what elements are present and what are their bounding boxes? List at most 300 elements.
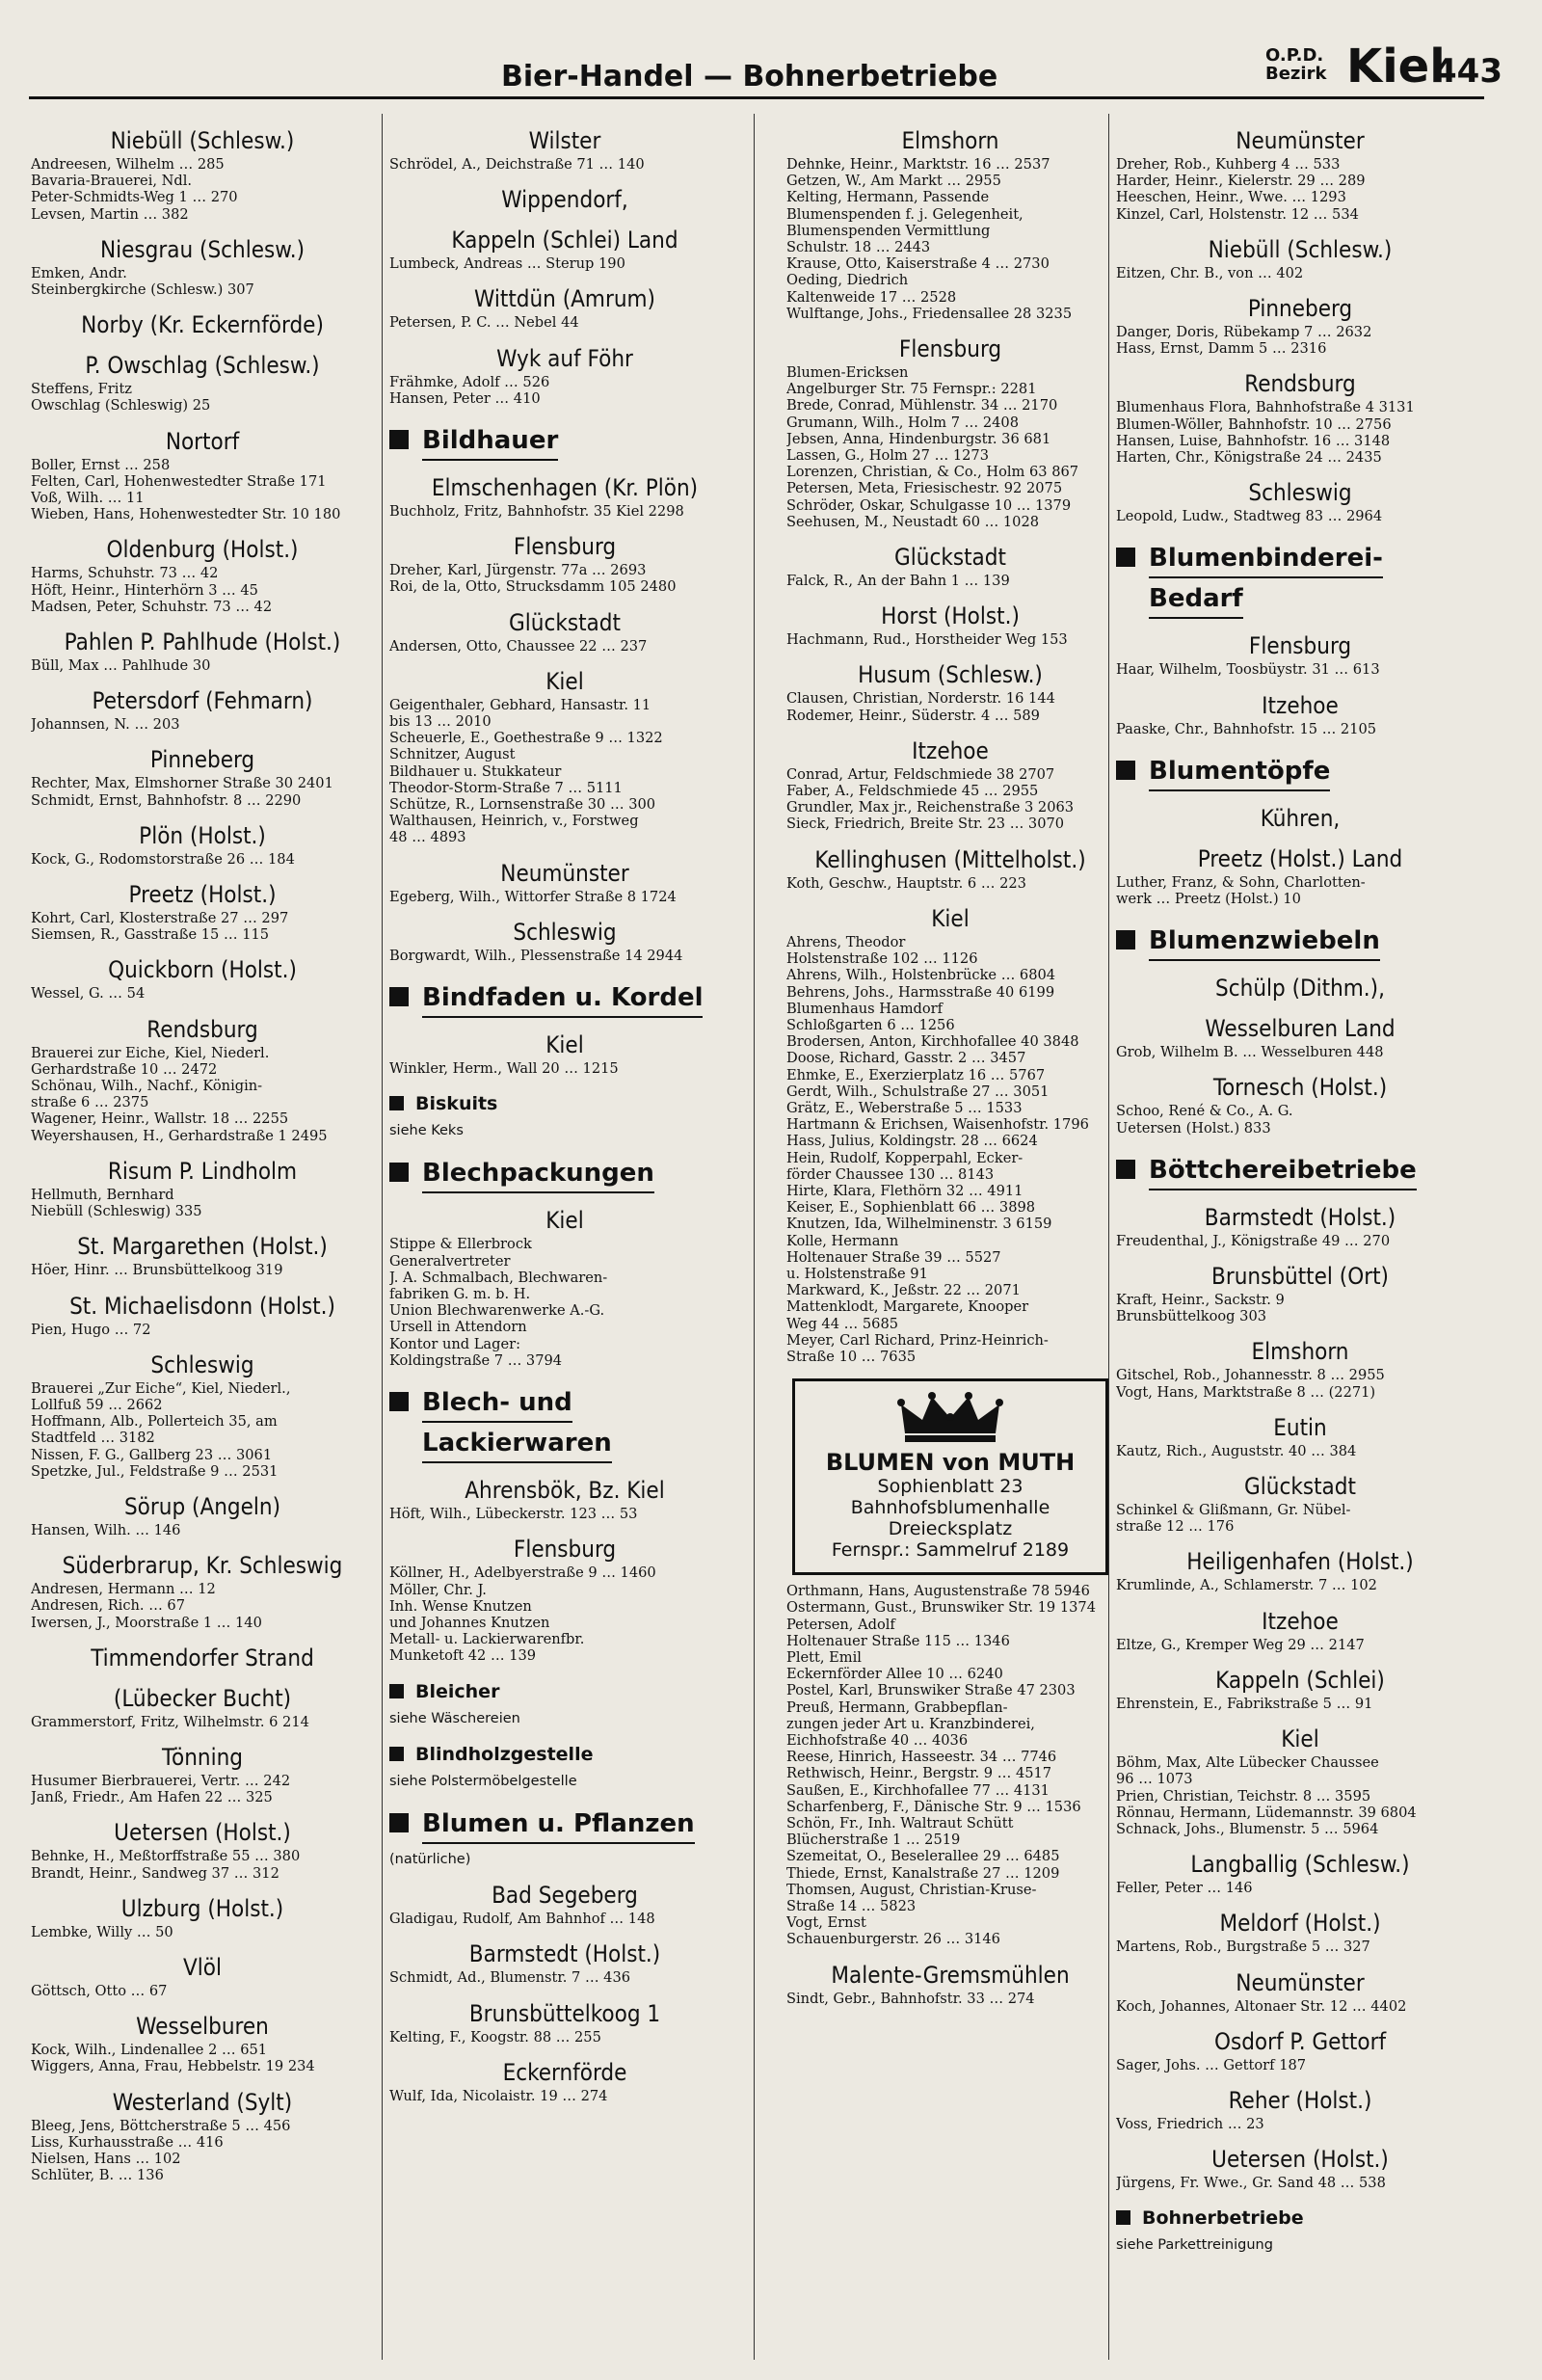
listing-entry: Schnack, Johs., Blumenstr. 5 … 5964 [1116, 1820, 1379, 1837]
town-heading: Tönning [161, 1743, 244, 1771]
town-heading: Kiel [545, 1031, 584, 1059]
listing-entry: Keiser, E., Sophienblatt 66 … 3898 [786, 1199, 1036, 1217]
listing-entry: Winkler, Herm., Wall 20 … 1215 [389, 1060, 619, 1078]
listing-entry: Schloßgarten 6 … 1256 [786, 1016, 955, 1033]
category-heading [1116, 540, 1484, 578]
town-heading: Itzehoe [912, 736, 989, 764]
listing-entry: Blumenhaus Flora, Bahnhofstraße 4 3131 [1116, 399, 1415, 416]
town-heading: Wesselburen Land [1205, 1015, 1396, 1043]
category-marker-icon [1116, 761, 1135, 780]
listing-entry: Hirte, Klara, Flethörn 32 … 4911 [786, 1182, 1024, 1199]
listing-entry: Gerdt, Wilh., Schulstraße 27 … 3051 [786, 1083, 1050, 1100]
town-heading: Horst (Holst.) [881, 602, 1020, 630]
listing-entry: Husumer Bierbrauerei, Vertr. … 242 [31, 1772, 291, 1789]
listing-entry: Martens, Rob., Burgstraße 5 … 327 [1116, 1939, 1370, 1956]
town-heading: Plön (Holst.) [139, 821, 266, 849]
listing-entry: Feller, Peter … 146 [1116, 1880, 1253, 1897]
town-heading: Brunsbüttelkoog 1 [468, 1999, 661, 2027]
category-title: Blech- und [422, 1384, 572, 1423]
listing-entry: Andresen, Rich. … 67 [31, 1597, 186, 1615]
town-heading: Wesselburen [136, 2013, 269, 2041]
listing-entry: Knutzen, Ida, Wilhelminenstr. 3 6159 [786, 1216, 1052, 1233]
category-heading [1116, 1152, 1484, 1190]
category-marker-icon [1116, 930, 1135, 949]
listing-entry: u. Holstenstraße 91 [786, 1265, 928, 1282]
listing-entry: Gladigau, Rudolf, Am Bahnhof … 148 [389, 1911, 655, 1928]
town-heading: Oldenburg (Holst.) [106, 536, 299, 564]
listing-entry: Weg 44 … 5685 [786, 1315, 899, 1332]
listing-entry: Wessel, G. … 54 [31, 985, 146, 1003]
category-title: Blumen u. Pflanzen [422, 1805, 695, 1844]
town-heading: Uetersen (Holst.) [1211, 2146, 1389, 2174]
listing-entry: Lorenzen, Christian, & Co., Holm 63 867 [786, 464, 1079, 481]
town-heading: Kiel [545, 667, 584, 695]
category-heading [389, 1680, 740, 1703]
listing-entry: Kontor und Lager: [389, 1335, 521, 1352]
listing-entry: Faber, A., Feldschmiede 45 … 2955 [786, 783, 1039, 800]
listing-entry: Eichhofstraße 40 … 4036 [786, 1732, 969, 1749]
listing-entry: Kohrt, Carl, Klosterstraße 27 … 297 [31, 910, 289, 927]
listing-entry: Hachmann, Rud., Horstheider Weg 153 [786, 631, 1068, 649]
listing-entry: Ehrenstein, E., Fabrikstraße 5 … 91 [1116, 1695, 1373, 1712]
listing-entry: Eitzen, Chr. B., von … 402 [1116, 264, 1304, 281]
town-heading: Glückstadt [509, 608, 621, 636]
ad-title: BLUMEN von MUTH [825, 1449, 1076, 1477]
listing-entry: Felten, Carl, Hohenwestedter Straße 171 [31, 472, 327, 490]
town-heading: Barmstedt (Holst.) [468, 1940, 661, 1968]
listing-entry: Theodor-Storm-Straße 7 … 5111 [389, 779, 623, 796]
category-title: Blindholzgestelle [415, 1743, 594, 1765]
listing-entry: Generalvertreter [389, 1252, 511, 1270]
advertisement-box [792, 1378, 1108, 1575]
listing-entry: Höer, Hinr. … Brunsbüttelkoog 319 [31, 1262, 283, 1279]
listing-entry: Brandt, Heinr., Sandweg 37 … 312 [31, 1864, 279, 1882]
listing-entry: Brauerei zur Eiche, Kiel, Niederl. [31, 1044, 270, 1061]
listing-entry: Paaske, Chr., Bahnhofstr. 15 … 2105 [1116, 720, 1377, 737]
listing-entry: Petersen, Adolf [786, 1616, 895, 1633]
listing-entry: Egeberg, Wilh., Wittorfer Straße 8 1724 [389, 888, 677, 905]
listing-entry: Harms, Schuhstr. 73 … 42 [31, 565, 219, 582]
town-heading: Meldorf (Holst.) [1219, 1910, 1381, 1938]
category-title: Biskuits [415, 1093, 498, 1115]
listing-entry: Geigenthaler, Gebhard, Hansastr. 11 [389, 696, 651, 713]
listing-entry: Weyershausen, H., Gerhardstraße 1 2495 [31, 1127, 328, 1144]
town-heading: Flensburg [513, 1536, 617, 1564]
town-heading: Süderbrarup, Kr. Schleswig [62, 1552, 343, 1580]
listing-entry: Schmidt, Ad., Blumenstr. 7 … 436 [389, 1969, 631, 1987]
listing-entry: Rönnau, Hermann, Lüdemannstr. 39 6804 [1116, 1804, 1417, 1821]
town-heading: Wittdün (Amrum) [474, 285, 655, 313]
listing-entry: Borgwardt, Wilh., Plessenstraße 14 2944 [389, 947, 683, 964]
listing-entry: Madsen, Peter, Schuhstr. 73 … 42 [31, 598, 273, 615]
listing-entry: Stippe & Ellerbrock [389, 1236, 532, 1253]
listing-entry: Grätz, E., Weberstraße 5 … 1533 [786, 1099, 1023, 1116]
listing-entry: Ursell in Attendorn [389, 1319, 527, 1336]
listing-entry: Schönau, Wilh., Nachf., Königin- [31, 1078, 263, 1095]
listing-entry: Markward, K., Jeßstr. 22 … 2071 [786, 1282, 1021, 1299]
crown-icon [897, 1391, 1003, 1443]
town-heading: Kiel [545, 1207, 584, 1235]
category-marker-icon [389, 430, 409, 449]
listing-entry: Hartmann & Erichsen, Waisenhofstr. 1796 [786, 1116, 1089, 1134]
listing-entry: Petersen, P. C. … Nebel 44 [389, 314, 579, 332]
town-heading: Glückstadt [1244, 1473, 1356, 1501]
listing-entry: Scharfenberg, F., Dänische Str. 9 … 1536 [786, 1798, 1081, 1815]
category-marker-icon [389, 1813, 409, 1832]
town-heading: Flensburg [898, 335, 1002, 363]
listing-entry: und Johannes Knutzen [389, 1614, 550, 1631]
town-heading: Itzehoe [1262, 691, 1339, 719]
listing-entry: Iwersen, J., Moorstraße 1 … 140 [31, 1614, 262, 1631]
listing-entry: Frähmke, Adolf … 526 [389, 373, 550, 390]
listing-entry: straße 12 … 176 [1116, 1518, 1235, 1536]
listing-entry: Ahrens, Wilh., Holstenbrücke … 6804 [786, 967, 1056, 984]
category-title: Bindfaden u. Kordel [422, 979, 703, 1018]
listing-entry: Plett, Emil [786, 1648, 862, 1666]
listing-entry: Haar, Wilhelm, Toosbüystr. 31 … 613 [1116, 661, 1380, 679]
listing-entry: Koch, Johannes, Altonaer Str. 12 … 4402 [1116, 1997, 1407, 2015]
listing-entry: förder Chaussee 130 … 8143 [786, 1165, 995, 1183]
listing-entry: Böhm, Max, Alte Lübecker Chaussee [1116, 1754, 1379, 1772]
listing-entry: Prien, Christian, Teichstr. 8 … 3595 [1116, 1787, 1371, 1805]
listing-entry: Behrens, Johs., Harmsstraße 40 6199 [786, 983, 1055, 1001]
listing-entry: Grumann, Wilh., Holm 7 … 2408 [786, 414, 1019, 431]
listing-entry: Nielsen, Hans … 102 [31, 2150, 181, 2167]
listing-entry: Mattenklodt, Margarete, Knooper [786, 1298, 1029, 1316]
listing-entry: Dreher, Karl, Jürgenstr. 77a … 2693 [389, 562, 647, 579]
listing-entry: Szemeitat, O., Beselerallee 29 … 6485 [786, 1848, 1060, 1865]
town-heading: Kellinghusen (Mittelholst.) [814, 845, 1086, 873]
town-heading: P. Owschlag (Schlesw.) [85, 352, 320, 380]
listing-entry: Clausen, Christian, Norderstr. 16 144 [786, 690, 1055, 708]
listing-entry: Eckernförder Allee 10 … 6240 [786, 1666, 1003, 1683]
listing-entry: Meyer, Carl Richard, Prinz-Heinrich- [786, 1331, 1049, 1349]
listing-entry: Reese, Hinrich, Hasseestr. 34 … 7746 [786, 1749, 1057, 1766]
listing-entry: Doose, Richard, Gasstr. 2 … 3457 [786, 1050, 1026, 1067]
listing-entry: Thiede, Ernst, Kanalstraße 27 … 1209 [786, 1864, 1060, 1882]
listing-entry: Rodemer, Heinr., Süderstr. 4 … 589 [786, 707, 1040, 724]
town-heading: Wippendorf, [501, 186, 628, 214]
category-marker-icon [1116, 1160, 1135, 1179]
town-heading: Elmshorn [1251, 1338, 1349, 1366]
town-heading: Neumünster [1236, 127, 1365, 154]
listing-entry: Inh. Wense Knutzen [389, 1597, 532, 1615]
listing-entry: Kock, G., Rodomstorstraße 26 … 184 [31, 850, 295, 868]
listing-entry: Koldingstraße 7 … 3794 [389, 1351, 563, 1369]
listing-entry: werk … Preetz (Holst.) 10 [1116, 891, 1301, 908]
town-heading: Rendsburg [1244, 370, 1356, 398]
category-title: Lackierwaren [422, 1425, 612, 1463]
town-heading: Wyk auf Föhr [496, 344, 633, 372]
listing-entry: Brede, Conrad, Mühlenstr. 34 … 2170 [786, 397, 1058, 414]
category-marker-icon [1116, 2210, 1130, 2225]
listing-entry: Saußen, E., Kirchhofallee 77 … 4131 [786, 1781, 1050, 1799]
listing-entry: Wagener, Heinr., Wallstr. 18 … 2255 [31, 1110, 289, 1128]
listing-entry: Leopold, Ludw., Stadtweg 83 … 2964 [1116, 508, 1383, 525]
town-heading: Niebüll (Schlesw.) [110, 127, 295, 154]
category-heading [389, 422, 740, 461]
listing-entry: zungen jeder Art u. Kranzbinderei, [786, 1715, 1035, 1732]
column-3 [786, 114, 1114, 2360]
category-heading [389, 1155, 740, 1193]
town-heading: (Lübecker Bucht) [113, 1684, 292, 1712]
listing-entry: Liss, Kurhausstraße … 416 [31, 2133, 224, 2151]
listing-entry: Hansen, Luise, Bahnhofstr. 16 … 3148 [1116, 432, 1391, 449]
listing-entry: Freudenthal, J., Königstraße 49 … 270 [1116, 1232, 1391, 1249]
town-heading: Pinneberg [149, 746, 255, 774]
cross-reference: siehe Parkettreinigung [1116, 2237, 1273, 2254]
ad-line: Dreiecksplatz [888, 1518, 1013, 1540]
listing-entry: Schoo, René & Co., A. G. [1116, 1103, 1293, 1120]
listing-entry: Blumenspenden f. j. Gelegenheit, [786, 205, 1024, 223]
listing-entry: Hass, Ernst, Damm 5 … 2316 [1116, 340, 1327, 358]
listing-entry: Kelting, F., Koogstr. 88 … 255 [389, 2028, 601, 2046]
town-heading: Kappeln (Schlei) Land [451, 227, 678, 254]
town-heading: St. Michaelisdonn (Holst.) [69, 1292, 335, 1320]
category-heading [389, 1743, 740, 1766]
listing-entry: Blumenhaus Hamdorf [786, 1000, 944, 1017]
category-heading [1116, 2206, 1484, 2230]
listing-entry: Nissen, F. G., Gallberg 23 … 3061 [31, 1446, 273, 1463]
listing-entry: Hass, Julius, Koldingstr. 28 … 6624 [786, 1133, 1038, 1150]
listing-entry: Hellmuth, Bernhard [31, 1186, 174, 1203]
category-marker-icon [389, 1163, 409, 1182]
listing-entry: Buchholz, Fritz, Bahnhofstr. 35 Kiel 2298 [389, 503, 684, 521]
town-heading: Elmshorn [901, 127, 999, 154]
listing-entry: Kautz, Rich., Auguststr. 40 … 384 [1116, 1442, 1357, 1459]
category-title: Blechpackungen [422, 1155, 654, 1193]
town-heading: Eckernförde [502, 2058, 627, 2086]
listing-entry: Hein, Rudolf, Kopperpahl, Ecker- [786, 1149, 1024, 1166]
category-title: Bleicher [415, 1680, 500, 1702]
listing-entry: Kraft, Heinr., Sackstr. 9 [1116, 1292, 1285, 1309]
listing-entry: Seehusen, M., Neustadt 60 … 1028 [786, 513, 1040, 530]
listing-entry: Metall- u. Lackierwarenfbr. [389, 1631, 585, 1648]
listing-entry: Blumen-Wöller, Bahnhofstr. 10 … 2756 [1116, 415, 1392, 433]
listing-entry: Holtenauer Straße 115 … 1346 [786, 1632, 1010, 1649]
listing-entry: Jebsen, Anna, Hindenburgstr. 36 681 [786, 430, 1051, 447]
listing-entry: Schrödel, A., Deichstraße 71 … 140 [389, 156, 645, 173]
listing-entry: Rethwisch, Heinr., Bergstr. 9 … 4517 [786, 1765, 1052, 1782]
category-heading [1116, 753, 1484, 791]
listing-entry: Straße 10 … 7635 [786, 1348, 917, 1365]
listing-entry: Schauenburgerstr. 26 … 3146 [786, 1931, 1000, 1948]
listing-entry: Ehmke, E., Exerzierplatz 16 … 5767 [786, 1066, 1046, 1083]
page-header [29, 39, 1502, 99]
category-marker-icon [389, 987, 409, 1006]
town-heading: Rendsburg [146, 1015, 258, 1043]
listing-entry: Thomsen, August, Christian-Kruse- [786, 1881, 1037, 1898]
listing-entry: Scheuerle, E., Goethestraße 9 … 1322 [389, 730, 663, 747]
cross-reference: (natürliche) [389, 1851, 471, 1867]
column-divider [382, 114, 383, 2360]
listing-entry: Rechter, Max, Elmshorner Straße 30 2401 [31, 775, 333, 792]
listing-entry: Owschlag (Schleswig) 25 [31, 397, 211, 414]
town-heading: Langballig (Schlesw.) [1190, 1851, 1410, 1879]
town-heading: Kiel [931, 904, 970, 932]
town-heading: Petersdorf (Fehmarn) [92, 687, 313, 715]
listing-entry: straße 6 … 2375 [31, 1094, 149, 1111]
town-heading: Vlöl [183, 1953, 222, 1981]
listing-entry: Stadtfeld … 3182 [31, 1430, 155, 1447]
listing-entry: Emken, Andr. [31, 264, 127, 281]
town-heading: Preetz (Holst.) [128, 881, 277, 909]
listing-entry: Holstenstraße 102 … 1126 [786, 950, 978, 968]
category-marker-icon [389, 1747, 404, 1761]
listing-entry: Brunsbüttelkoog 303 [1116, 1308, 1267, 1325]
category-title: Blumenbinderei- [1149, 540, 1383, 578]
listing-entry: Schlüter, B. … 136 [31, 2167, 164, 2184]
category-title: Blumentöpfe [1149, 753, 1330, 791]
listing-entry: Andersen, Otto, Chaussee 22 … 237 [389, 637, 648, 655]
category-heading [389, 1384, 740, 1423]
listing-entry: Höft, Wilh., Lübeckerstr. 123 … 53 [389, 1506, 638, 1523]
listing-entry: Postel, Karl, Brunswiker Straße 47 2303 [786, 1682, 1076, 1699]
listing-entry: Danger, Doris, Rübekamp 7 … 2632 [1116, 324, 1372, 341]
town-heading: Osdorf P. Gettorf [1213, 2027, 1387, 2055]
listing-entry: Hoffmann, Alb., Pollerteich 35, am [31, 1413, 278, 1431]
category-heading [389, 1092, 740, 1115]
cross-reference: siehe Keks [389, 1123, 464, 1139]
category-title: Bohnerbetriebe [1142, 2207, 1304, 2230]
listing-entry: Sindt, Gebr., Bahnhofstr. 33 … 274 [786, 1990, 1035, 2007]
town-heading: Niesgrau (Schlesw.) [99, 235, 305, 263]
listing-entry: fabriken G. m. b. H. [389, 1286, 531, 1303]
town-heading: Husum (Schlesw.) [858, 661, 1043, 689]
listing-entry: Dreher, Rob., Kuhberg 4 … 533 [1116, 156, 1341, 173]
town-heading: Schleswig [513, 918, 617, 946]
listing-entry: Blumen-Ericksen [786, 364, 909, 382]
listing-entry: Höft, Heinr., Hinterhörn 3 … 45 [31, 581, 258, 599]
town-heading: Pinneberg [1247, 295, 1353, 323]
town-heading: Flensburg [1248, 632, 1352, 660]
town-heading: Ulzburg (Holst.) [120, 1894, 284, 1922]
listing-entry: Brauerei „Zur Eiche“, Kiel, Niederl., [31, 1379, 291, 1397]
listing-entry: Kock, Wilh., Lindenallee 2 … 651 [31, 2042, 268, 2059]
town-heading: Kappeln (Schlei) [1215, 1666, 1385, 1694]
town-heading: Reher (Holst.) [1228, 2086, 1372, 2114]
town-heading: Schülp (Dithm.), [1215, 975, 1385, 1003]
listing-entry: Janß, Friedr., Am Hafen 22 … 325 [31, 1789, 273, 1806]
listing-entry: Krause, Otto, Kaiserstraße 4 … 2730 [786, 255, 1050, 273]
town-heading: Neumünster [1236, 1968, 1365, 1996]
town-heading: Tornesch (Holst.) [1212, 1074, 1388, 1102]
listing-entry: Angelburger Str. 75 Fernspr.: 2281 [786, 381, 1037, 398]
listing-entry: Walthausen, Heinrich, v., Forstweg [389, 813, 639, 830]
listing-entry: Straße 14 … 5823 [786, 1898, 917, 1915]
listing-entry: Vogt, Hans, Marktstraße 8 … (2271) [1116, 1383, 1376, 1401]
listing-entry: Gitschel, Rob., Johannesstr. 8 … 2955 [1116, 1367, 1385, 1384]
town-heading: Barmstedt (Holst.) [1204, 1203, 1396, 1231]
listing-entry: Roi, de la, Otto, Strucksdamm 105 2480 [389, 578, 677, 596]
listing-entry: Krumlinde, A., Schlamerstr. 7 … 102 [1116, 1577, 1377, 1594]
town-heading: Schleswig [150, 1350, 254, 1378]
listing-entry: Köllner, H., Adelbyerstraße 9 … 1460 [389, 1564, 656, 1582]
listing-entry: Behnke, H., Meßtorffstraße 55 … 380 [31, 1848, 301, 1865]
listing-entry: Orthmann, Hans, Augustenstraße 78 5946 [786, 1583, 1090, 1600]
listing-entry: Steffens, Fritz [31, 381, 132, 398]
listing-entry: Blumenspenden Vermittlung [786, 222, 991, 239]
column-4 [1116, 114, 1484, 2360]
listing-entry: Siemsen, R., Gasstraße 15 … 115 [31, 926, 270, 944]
listing-entry: Schön, Fr., Inh. Waltraut Schütt [786, 1815, 1014, 1832]
town-heading: Norby (Kr. Eckernförde) [81, 311, 324, 339]
town-heading: Eutin [1273, 1413, 1327, 1441]
ad-line: Fernspr.: Sammelruf 2189 [831, 1539, 1070, 1562]
cross-reference: siehe Polstermöbelgestelle [389, 1773, 577, 1789]
category-heading [389, 979, 740, 1018]
listing-entry: Johannsen, N. … 203 [31, 716, 180, 734]
town-heading: Wilster [528, 127, 601, 154]
town-heading: Kiel [1281, 1725, 1319, 1753]
listing-entry: Harder, Heinr., Kielerstr. 29 … 289 [1116, 173, 1366, 190]
town-heading: Kühren, [1260, 804, 1341, 832]
listing-entry: Union Blechwarenwerke A.-G. [389, 1302, 605, 1320]
listing-entry: Oeding, Diedrich [786, 272, 909, 289]
listing-entry: Voß, Wilh. … 11 [31, 490, 145, 507]
listing-entry: Bavaria-Brauerei, Ndl. [31, 173, 193, 190]
listing-entry: Peter-Schmidts-Weg 1 … 270 [31, 189, 238, 206]
listing-entry: Uetersen (Holst.) 833 [1116, 1119, 1271, 1137]
listing-entry: Preuß, Hermann, Grabbepflan- [786, 1698, 1008, 1716]
cross-reference: siehe Wäschereien [389, 1710, 520, 1726]
category-marker-icon [389, 1096, 404, 1110]
running-title: Bier-Handel — Bohnerbetriebe [501, 60, 998, 94]
listing-entry: Conrad, Artur, Feldschmiede 38 2707 [786, 765, 1055, 783]
listing-entry: Eltze, G., Kremper Weg 29 … 2147 [1116, 1636, 1365, 1653]
listing-entry: Holtenauer Straße 39 … 5527 [786, 1248, 1001, 1266]
listing-entry: Brodersen, Anton, Kirchhofallee 40 3848 [786, 1033, 1079, 1051]
category-heading [389, 1805, 740, 1844]
column-1 [31, 114, 374, 2360]
listing-entry: Hansen, Wilh. … 146 [31, 1521, 181, 1538]
town-heading: Niebüll (Schlesw.) [1208, 235, 1393, 263]
category-heading [1116, 580, 1484, 619]
listing-entry: Vogt, Ernst [786, 1914, 866, 1932]
listing-entry: Sieck, Friedrich, Breite Str. 23 … 3070 [786, 816, 1065, 833]
town-heading: Ahrensbök, Bz. Kiel [465, 1477, 665, 1505]
listing-entry: Spetzke, Jul., Feldstraße 9 … 2531 [31, 1462, 279, 1480]
town-heading: Timmendorfer Strand [91, 1644, 314, 1671]
listing-entry: Grammerstorf, Fritz, Wilhelmstr. 6 214 [31, 1713, 309, 1730]
category-marker-icon [389, 1684, 404, 1698]
town-heading: Bad Segeberg [492, 1882, 638, 1910]
listing-entry: Bildhauer u. Stukkateur [389, 762, 562, 780]
page-number: 443 [1434, 52, 1502, 91]
town-heading: Preetz (Holst.) Land [1197, 844, 1403, 872]
listing-entry: Dehnke, Heinr., Marktstr. 16 … 2537 [786, 156, 1050, 173]
listing-entry: Schütze, R., Lornsenstraße 30 … 300 [389, 796, 656, 814]
listing-entry: Lollfuß 59 … 2662 [31, 1396, 163, 1413]
town-heading: Pahlen P. Pahlhude (Holst.) [64, 628, 341, 656]
listing-entry: Falck, R., An der Bahn 1 … 139 [786, 573, 1010, 590]
column-2 [389, 114, 740, 2360]
listing-entry: Kolle, Hermann [786, 1232, 899, 1249]
listing-entry: Blücherstraße 1 … 2519 [786, 1832, 961, 1849]
listing-entry: Göttsch, Otto … 67 [31, 1982, 168, 1999]
category-title: Bedarf [1149, 580, 1243, 619]
town-heading: Itzehoe [1262, 1607, 1339, 1635]
listing-entry: 48 … 4893 [389, 829, 466, 846]
town-heading: Brunsbüttel (Ort) [1211, 1263, 1389, 1291]
category-heading [389, 1425, 740, 1463]
column-divider [754, 114, 755, 2360]
listing-entry: Niebüll (Schleswig) 335 [31, 1203, 202, 1220]
category-marker-icon [389, 1392, 409, 1411]
category-marker-icon [1116, 548, 1135, 567]
town-heading: Nortorf [165, 427, 240, 455]
ad-line: Sophienblatt 23 [877, 1476, 1024, 1498]
